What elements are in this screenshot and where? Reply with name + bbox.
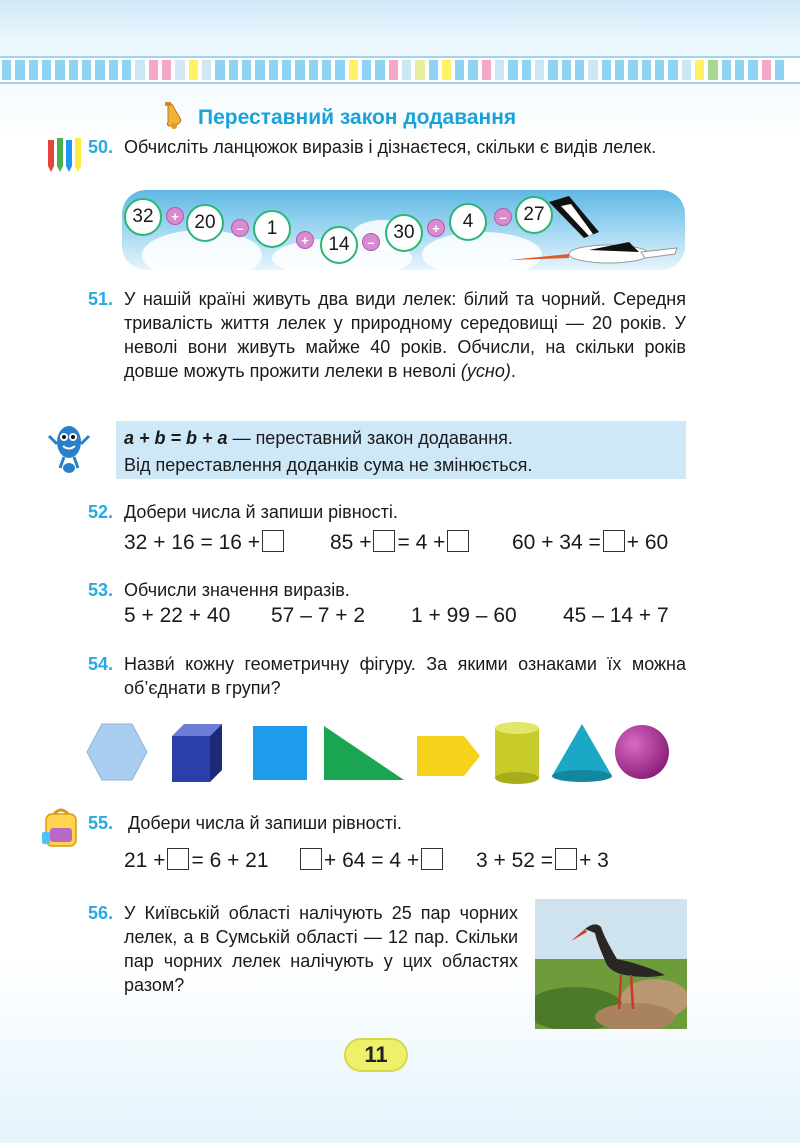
rule-line-1 <box>124 428 513 449</box>
sphere-shape <box>615 725 669 779</box>
task-53-number: 53. <box>88 580 114 600</box>
mascot-icon <box>46 424 92 479</box>
task-52-equation-3: 60 + 34 = + 60 <box>512 531 669 554</box>
decorative-square <box>27 58 40 82</box>
chain-number: 1 <box>253 210 291 248</box>
decorative-square <box>133 58 146 82</box>
chain-number: 27 <box>515 196 553 234</box>
decorative-square <box>53 58 66 82</box>
chain-number: 14 <box>320 226 358 264</box>
decorative-square <box>706 58 719 82</box>
rule-description: — переставний закон додавання. <box>227 428 513 448</box>
decorative-square <box>120 58 133 82</box>
section-title-row <box>162 100 516 135</box>
task-56-number: 56. <box>88 903 114 923</box>
task-55-equation-2: + 64 = 4 + <box>298 848 445 873</box>
decorative-square <box>213 58 226 82</box>
page-number: 11 <box>344 1038 408 1072</box>
task-50-text: Обчисліть ланцюжок виразів і дізнаєтеся, скільки є видів лелек. <box>124 137 657 157</box>
chain-operator: – <box>362 233 380 251</box>
chain-operator: + <box>296 231 314 249</box>
header-line-bottom <box>0 82 800 84</box>
chain-number: 32 <box>124 198 162 236</box>
black-stork-photo <box>535 899 687 1029</box>
decorative-square <box>560 58 573 82</box>
decorative-square <box>427 58 440 82</box>
task-52-equation-1: 32 + 16 = 16 + <box>124 530 286 555</box>
decorative-square <box>773 58 786 82</box>
geometric-shapes <box>0 720 800 790</box>
decorative-square <box>200 58 213 82</box>
answer-box[interactable] <box>300 848 322 870</box>
task-55-equation-3: 3 + 52 = + 3 <box>476 849 609 872</box>
decorative-square <box>600 58 613 82</box>
decorative-square <box>480 58 493 82</box>
decorative-square <box>173 58 186 82</box>
backpack-icon <box>40 806 82 855</box>
chain-operator: – <box>231 219 249 237</box>
task-54-text: Назви́ кожну геометричну фігуру. За якими ознаками їх можна об’єднати в групи? <box>124 654 686 698</box>
decorative-square <box>187 58 200 82</box>
task-51-dot: . <box>510 361 516 381</box>
chain-operator: + <box>427 219 445 237</box>
decorative-square <box>0 58 13 82</box>
decorative-square <box>653 58 666 82</box>
decorative-square <box>413 58 426 82</box>
decorative-square <box>360 58 373 82</box>
task-55-text: Добери числа й запиши рівності. <box>128 813 402 833</box>
decorative-square <box>80 58 93 82</box>
decorative-square <box>347 58 360 82</box>
answer-box[interactable] <box>373 530 395 552</box>
page-title: Переставний закон додавання <box>198 105 517 129</box>
decorative-square <box>680 58 693 82</box>
task-53-expression: 45 – 14 + 7 <box>563 604 669 627</box>
pencils-icon <box>44 136 86 181</box>
pentagon-shape <box>417 736 480 776</box>
answer-box[interactable] <box>447 530 469 552</box>
decorative-square <box>453 58 466 82</box>
cylinder-shape <box>495 722 539 784</box>
task-53-expression: 5 + 22 + 40 <box>124 604 231 627</box>
bell-icon <box>162 100 190 135</box>
square-shape <box>253 726 307 780</box>
chain-operator: + <box>166 207 184 225</box>
cube-shape <box>172 724 222 782</box>
task-53-text: Обчисли значення виразів. <box>124 580 350 600</box>
decorative-square <box>626 58 639 82</box>
chain-number: 30 <box>385 214 423 252</box>
decorative-square <box>546 58 559 82</box>
task-51-number: 51. <box>88 289 114 309</box>
decorative-square <box>107 58 120 82</box>
decorative-square <box>760 58 773 82</box>
decorative-square <box>320 58 333 82</box>
chain-operator: – <box>494 208 512 226</box>
cone-shape <box>552 724 612 782</box>
answer-box[interactable] <box>421 848 443 870</box>
decorative-square <box>373 58 386 82</box>
answer-box[interactable] <box>167 848 189 870</box>
decorative-square <box>93 58 106 82</box>
decorative-square <box>493 58 506 82</box>
answer-box[interactable] <box>262 530 284 552</box>
decorative-square <box>227 58 240 82</box>
decorative-square <box>293 58 306 82</box>
rule-line-2: Від переставлення доданків сума не змінюється. <box>124 455 533 475</box>
decorative-square <box>520 58 533 82</box>
decorative-square-strip <box>0 58 800 82</box>
decorative-square <box>67 58 80 82</box>
decorative-square <box>400 58 413 82</box>
decorative-square <box>333 58 346 82</box>
task-52-number: 52. <box>88 502 114 522</box>
hexagon-shape <box>87 724 147 780</box>
task-53-expression: 57 – 7 + 2 <box>271 604 365 627</box>
decorative-square <box>240 58 253 82</box>
decorative-square <box>280 58 293 82</box>
decorative-square <box>786 58 799 82</box>
decorative-square <box>307 58 320 82</box>
decorative-square <box>613 58 626 82</box>
decorative-square <box>40 58 53 82</box>
task-51-body: У нашій країні живуть два види лелек: білий та чорний. Середня тривалість життя лелек у природному середовищі — 20 років. У неволі вони живуть майже 40 років. Обчисли, на скільки років довше можуть прожити лелеки в неволі <box>124 289 686 381</box>
task-56-text: У Київській області налічують 25 пар чорних лелек, а в Сумській області — 12 пар. Скільки пар чорних лелек налічують у цих областях разом? <box>124 903 518 995</box>
chain-number: 20 <box>186 204 224 242</box>
decorative-square <box>147 58 160 82</box>
decorative-square <box>573 58 586 82</box>
decorative-square <box>13 58 26 82</box>
decorative-square <box>533 58 546 82</box>
answer-box[interactable] <box>555 848 577 870</box>
decorative-square <box>440 58 453 82</box>
task-55-equation-1: 21 + = 6 + 21 <box>124 849 269 872</box>
task-51-note: (усно) <box>460 361 511 381</box>
decorative-square <box>506 58 519 82</box>
triangle-shape <box>324 726 404 780</box>
decorative-square <box>720 58 733 82</box>
task-52-text: Добери числа й запиши рівності. <box>124 502 398 522</box>
rule-formula: a + b = b + a <box>124 428 228 448</box>
decorative-square <box>160 58 173 82</box>
decorative-square <box>466 58 479 82</box>
task-53-expression: 1 + 99 – 60 <box>411 604 517 627</box>
decorative-square <box>586 58 599 82</box>
decorative-square <box>267 58 280 82</box>
decorative-square <box>693 58 706 82</box>
decorative-square <box>733 58 746 82</box>
decorative-square <box>253 58 266 82</box>
task-54-number: 54. <box>88 654 114 674</box>
decorative-square <box>387 58 400 82</box>
chain-number: 4 <box>449 203 487 241</box>
decorative-square <box>666 58 679 82</box>
task-55-number: 55. <box>88 813 114 833</box>
decorative-square <box>640 58 653 82</box>
task-52-equation-2: 85 + = 4 + <box>330 530 471 555</box>
decorative-square <box>746 58 759 82</box>
task-51-text <box>124 287 686 383</box>
answer-box[interactable] <box>603 530 625 552</box>
task-50-number: 50. <box>88 137 114 157</box>
